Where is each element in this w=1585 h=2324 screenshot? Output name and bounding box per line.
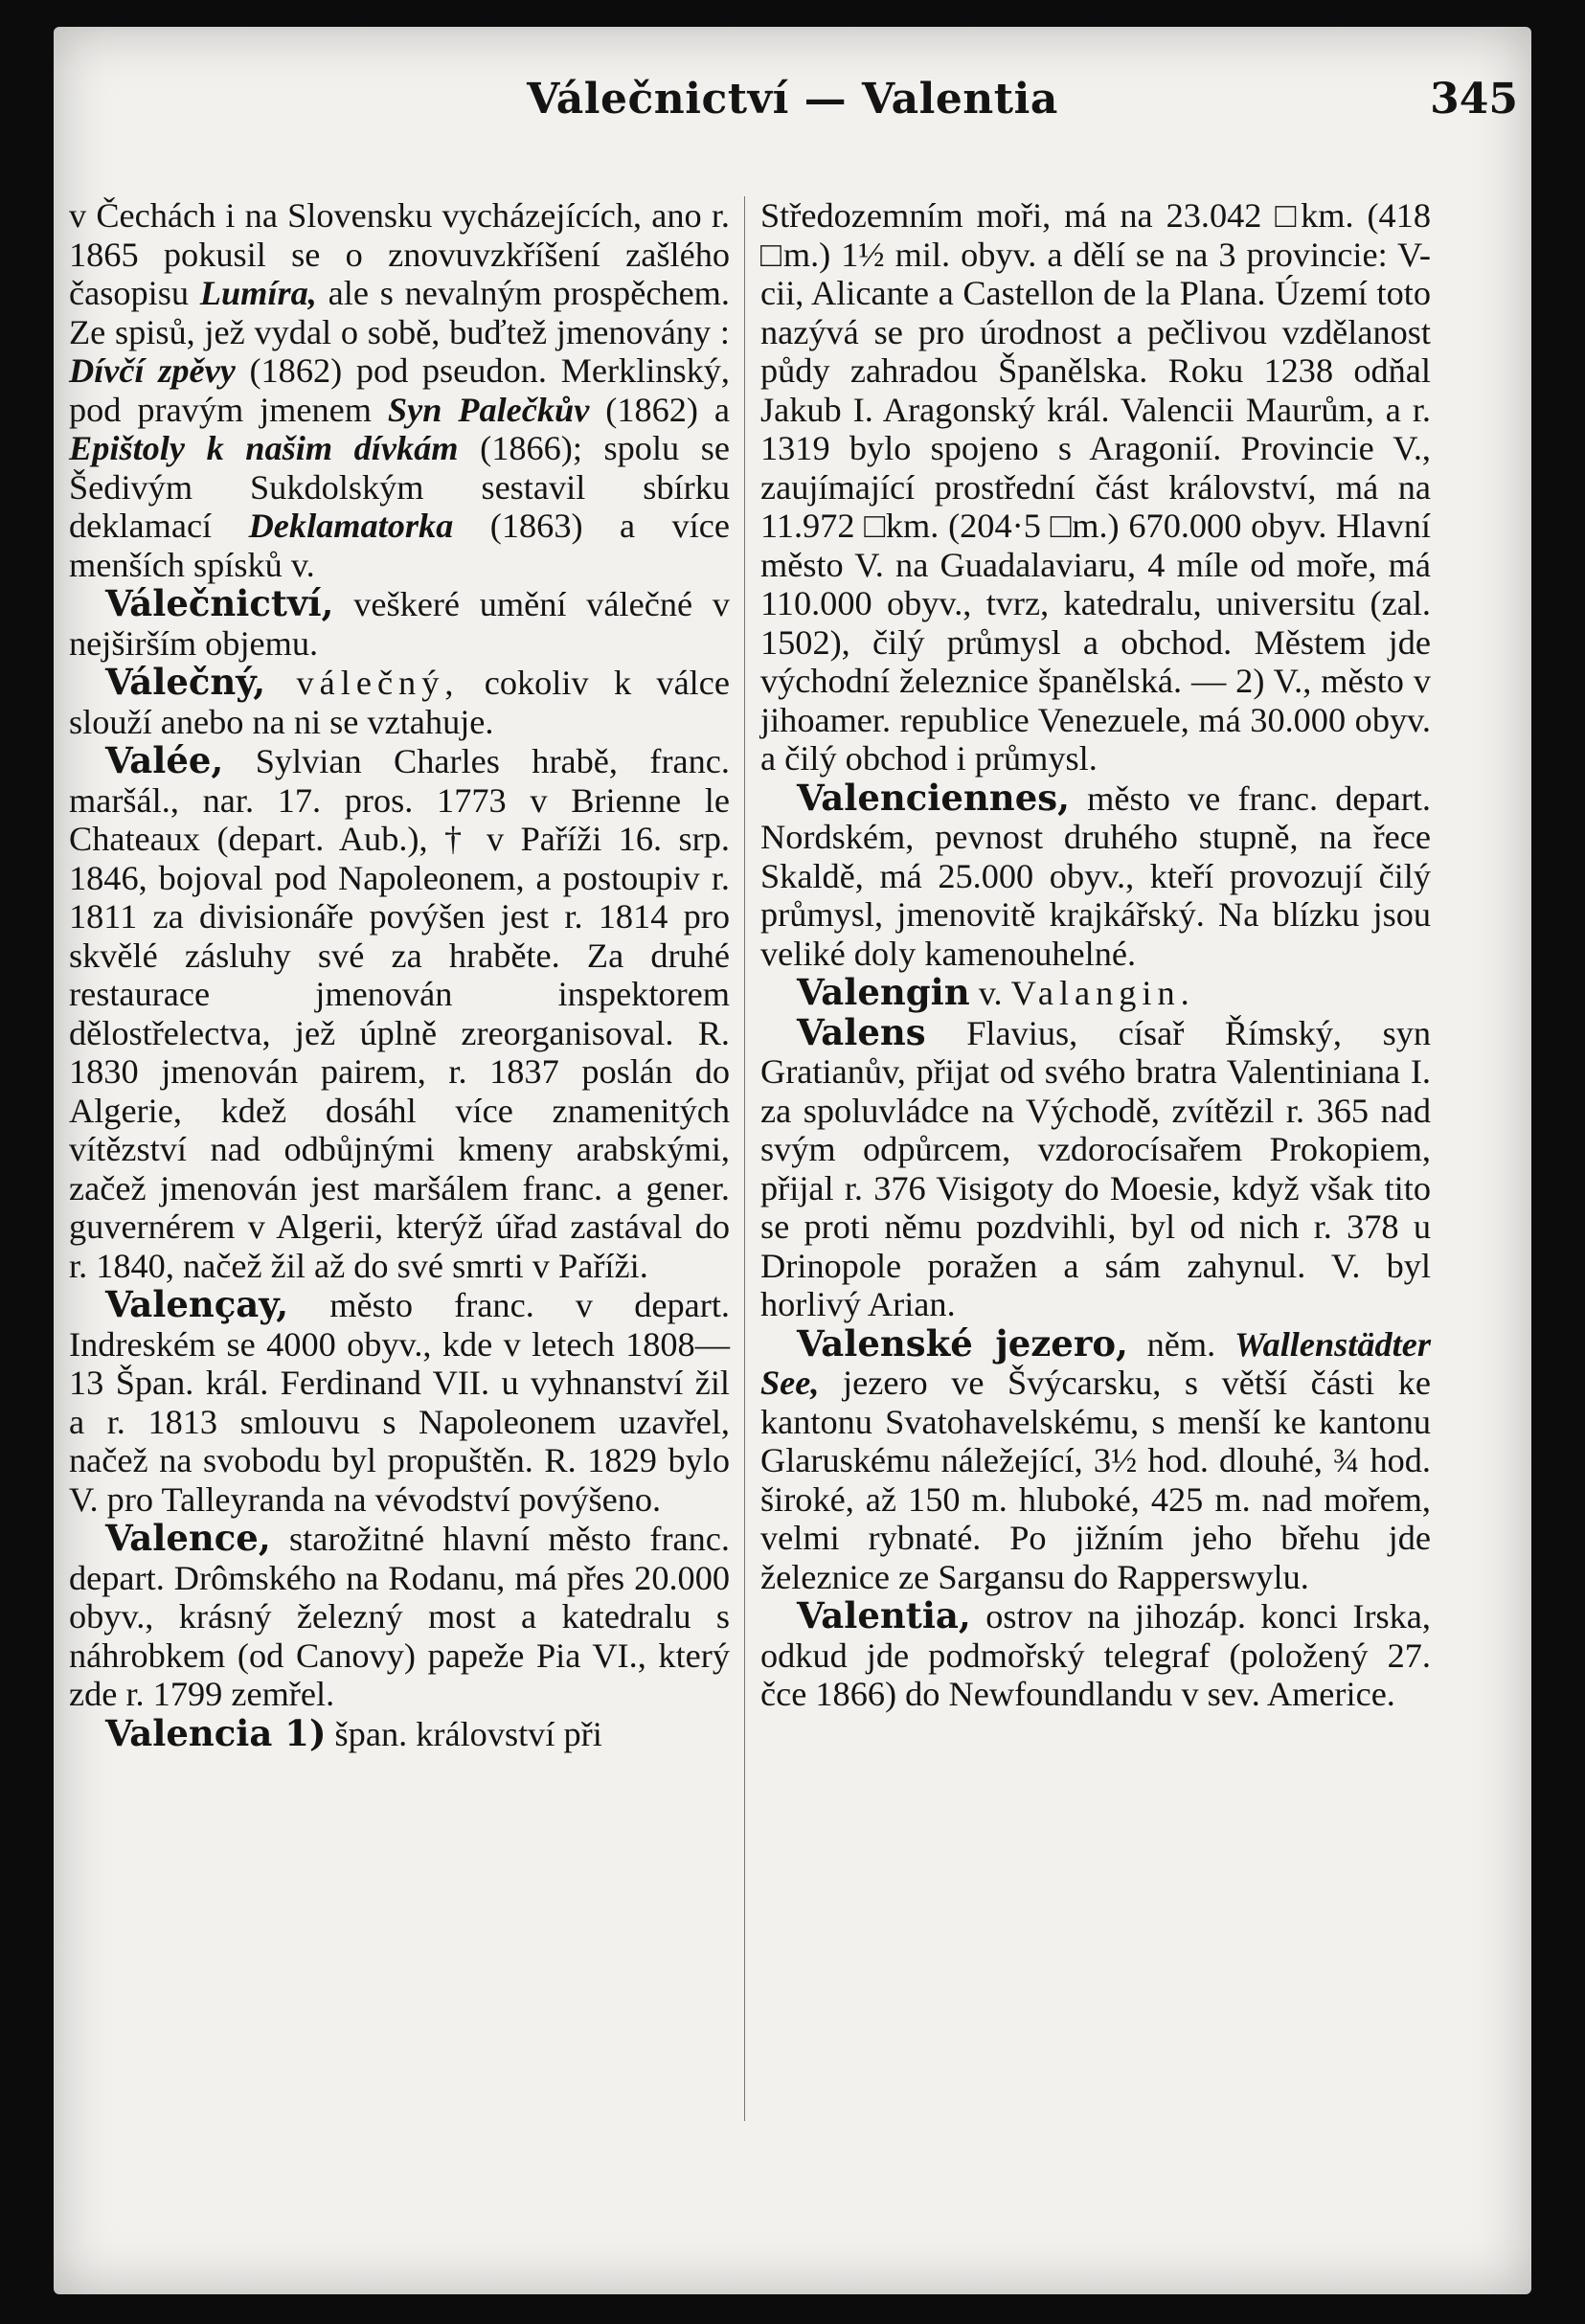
headword: Valenciennes, (797, 776, 1070, 819)
entry-valecnictvi: Válečnictví, veškeré umění válečné v nejširším objemu. (69, 582, 730, 663)
entry-valens: Valens Flavius, císař Římský, syn Gratianův, přijat od svého bratra Valentiniana I. za spoluvládce na Východě, zvítězil r. 365 nad svým odpůrcem, vzdorocísařem Prokopiem, přijal r. 376 Visigoty do Moesie, když však tito se proti němu pozdvihli, byl od nich r. 378 u Drinopole poražen a sám zahynul. V. byl horlivý Arian. (760, 1010, 1431, 1323)
page-number: 345 (1430, 75, 1518, 124)
headword: Valenské jezero, (797, 1321, 1128, 1365)
entry-valence: Valence, starožitné hlavní město franc. depart. Drômského na Rodanu, má přes 20.000 obyv., krásný železný most a katedralu s náhrobkem (od Canovy) papeže Pia VI., který zde r. 1799 zemřel. (69, 1517, 730, 1713)
headword: Valengin (797, 971, 970, 1013)
italic-title: Deklamatorka (248, 507, 454, 545)
entry-valencia: Valencia 1) špan. království při (105, 1711, 602, 1754)
headword: Valentia, (797, 1594, 971, 1636)
italic-title: Dívčí zpěvy (69, 351, 236, 390)
entry-valenske-jezero: Valenské jezero, něm. Wallenstädter See, jezero ve Švýcarsku, s větší části ke kantonu Svatohavelskému, s menší ke kantonu Glaruskému náležející, 3½ hod. dlouhé, ¾ hod. široké, až 150 m. hluboké, 425 m. nad mořem, velmi rybnaté. Po jižním jeho břehu jde železnice ze Sargansu do Rapperswylu. (760, 1321, 1431, 1596)
entry-valengin: Valengin v. Valangin. (797, 971, 1195, 1013)
entry-valenciennes: Valenciennes, město ve franc. depart. Nordském, pevnost druhého stupně, na řece Skaldě, má 25.000 obyv., kteří provozují čilý průmysl, jmenovitě krajkářský. Na blízku jsou veliké doly kamenouhelné. (760, 776, 1431, 973)
column-divider (744, 196, 745, 2121)
italic-title: Wallenstädter See, (760, 1324, 1431, 1402)
headword: Valencia 1) (105, 1711, 327, 1754)
continued-entry: Středozemním moři, má na 23.042 □km. (418 □m.) 1½ mil. obyv. a dělí se na 3 provincie: V-cii, Alicante a Castellon de la Plana. Území toto nazývá se pro úrodnost a pečlivou vzdělanost půdy zahradou Španělska. Roku 1238 odňal Jakub I. Aragonský král. Valencii Maurům, a r. 1319 bylo spojeno s Aragonií. Provincie V., zaujímající prostřední část království, má na 11.972 □km. (204·5 □m.) 670.000 obyv. Hlavní město V. na Guadalaviaru, 4 míle od moře, má 110.000 obyv., tvrz, katedralu, universitu (zal. 1502), čilý průmysl a obchod. Městem jde východní železnice španělská. — 2) V., město v jihoamer. republice Venezuele, má 30.000 obyv. a čilý obchod i průmysl. (760, 196, 1431, 778)
cross-reference: Valangin. (1010, 974, 1195, 1012)
italic-title: Syn Palečkův (387, 390, 590, 429)
headword: Válečnictví, (105, 582, 334, 624)
right-column (760, 196, 1431, 1714)
left-column (69, 196, 730, 1753)
entry-valencay: Valençay, město franc. v depart. Indreském se 4000 obyv., kde v letech 1808—13 Špan. král. Ferdinand VII. u vyhnanství žil a r. 1813 smlouvu s Napoleonem uzavřel, načež na svobodu byl propuštěn. R. 1829 bylo V. pro Talleyranda na vévodství povýšeno. (69, 1283, 730, 1519)
entry-valecny: Válečný, válečný, cokoliv k válce slouží anebo na ni se vztahuje. (69, 661, 730, 741)
headword: Válečný, (105, 661, 266, 703)
entry-valentia: Valentia, ostrov na jihozáp. konci Irska, odkud jde podmořský telegraf (položený 27. čce 1866) do Newfoundlandu v sev. Americe. (760, 1594, 1431, 1713)
headword: Valençay, (105, 1283, 289, 1325)
page-header (67, 75, 1518, 142)
italic-title: Epištoly k našim dívkám (69, 429, 459, 467)
running-head: Válečnictví — Valentia (527, 75, 1058, 124)
entry-valee: Valée, Sylvian Charles hrabě, franc. maršál., nar. 17. pros. 1773 v Brienne le Chateaux (depart. Aub.), † v Paříži 16. srp. 1846, bojoval pod Napoleonem, a postoupiv r. 1811 za divisionáře povýšen jest r. 1814 pro skvělé zásluhy své za hraběte. Za druhé restaurace jmenován inspektorem dělostřelectva, jež úplně zreorganisoval. R. 1830 jmenován pairem, r. 1837 poslán do Algerie, kdež dosáhl více znamenitých vítězství nad odbůjnými kmeny arabskými, začež jmenován jest maršálem franc. a gener. guvernérem v Algerii, kterýž úřad zastával do r. 1840, načež žil až do své smrti v Paříži. (69, 739, 730, 1285)
italic-title: Lumíra, (199, 274, 317, 312)
headword: Valens (797, 1010, 926, 1053)
headword: Valée, (105, 739, 224, 781)
continued-entry: v Čechách i na Slovensku vycházejících, ano r. 1865 pokusil se o znovuvzkříšení zašlého časopisu Lumíra, ale s nevalným prospěchem. Ze spisů, jež vydal o sobě, buďtež jmenovány : Dívčí zpěvy (1862) pod pseudon. Merklinský, pod pravým jmenem Syn Palečkův (1862) a Epištoly k našim dívkám (1866); spolu se Šedivým Sukdolským sestavil sbírku deklamací Deklamatorka (1863) a více menších spísků v. (69, 196, 731, 584)
headword: Valence, (105, 1517, 271, 1559)
